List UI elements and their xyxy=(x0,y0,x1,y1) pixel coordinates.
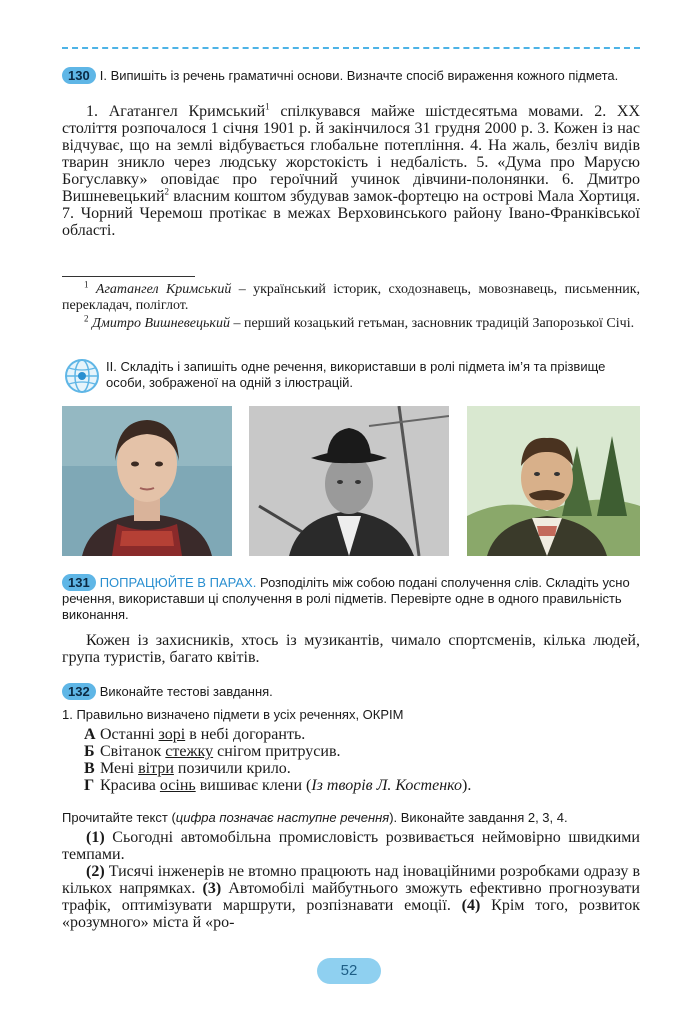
source-citation: Із творів Л. Костенко xyxy=(311,777,462,794)
footnote-2 xyxy=(62,313,640,332)
footnote-mark: 2 xyxy=(84,313,89,324)
sentence-part: власним коштом збудував замок-фортецю на острові Мала Хортиця. 7. Чорний Черемош протікає в межах Верховинського району Івано-Франківської області. xyxy=(62,188,640,239)
footnote-mark: 2 xyxy=(164,186,170,197)
option-letter: Г xyxy=(84,777,95,794)
underlined-subject: осінь xyxy=(159,777,196,794)
option-v xyxy=(84,760,640,777)
sentence-part: спілкувався майже шістдесятьма мовами. 2. XX століття розпочалося 1 січня 1901 р. й закінчилося 31 грудня 2000 р. 3. Кожен із нас відчуває, що на землі відбувається глобальне потепління. 4. На жаль, безліч видів тварин зникло через людську жорстокість і недбалість. 5. «Дума про Марусю Богуславку» оповідає про героїчний учинок дівчини-полонянки. 6. Дмитро Вишневецький xyxy=(62,103,641,205)
option-a xyxy=(84,726,640,743)
option-text: ). xyxy=(462,777,472,794)
sentence-number: (1) xyxy=(86,829,105,846)
task-text: Випишіть із речень граматичні основи. Визначте спосіб вираження кожного підмета. xyxy=(110,68,619,83)
footnote-text: – перший козацький гетьман, засновник традицій Запорозької Січі. xyxy=(229,316,635,331)
option-letter: В xyxy=(84,760,95,777)
page-number: 52 xyxy=(317,958,381,984)
task-roman: I. xyxy=(99,68,107,83)
task-text: Виконайте тестові завдання. xyxy=(99,684,273,699)
exercise-number-131: 131 xyxy=(62,574,96,591)
task-text: Розподіліть між собою подані сполучення слів. Складіть усно речення, використавши ці сполучення в ролі підметів. Перевірте одне в одного правильність виконання. xyxy=(62,575,630,622)
portrait-photo-2 xyxy=(249,406,449,556)
option-text: позичили крило. xyxy=(173,760,291,777)
sentence-text: Крім того, розвиток «розумного» міста й «ро- xyxy=(62,897,640,931)
option-text: Красива xyxy=(100,777,160,794)
task-2-text: II. Складіть і запишіть одне речення, використавши в ролі підмета ім’я та прізвище особи, зображеної на одній з ілюстрацій. xyxy=(106,359,606,390)
option-text: в небі догоранть. xyxy=(185,726,306,743)
sentence-number: (3) xyxy=(202,880,222,897)
footnote-name: Дмитро Вишневецький xyxy=(92,316,230,331)
exercise-130-task-2 xyxy=(106,359,640,391)
option-text: снігом притрусив. xyxy=(213,743,341,760)
option-b xyxy=(84,743,640,760)
footnote-1 xyxy=(62,279,640,314)
option-letter: Б xyxy=(84,743,95,760)
footnote-mark: 1 xyxy=(84,279,89,290)
exercise-130-text xyxy=(62,103,640,239)
exercise-132-task xyxy=(62,683,640,700)
exercise-number-130: 130 xyxy=(62,67,96,84)
option-text: Останні xyxy=(100,726,159,743)
question-text: 1. Правильно визначено підмети в усіх реченнях, ОКРІМ xyxy=(62,707,404,722)
option-text: вишиває клени ( xyxy=(195,777,312,794)
options-list xyxy=(84,726,640,794)
portrait-photo-3 xyxy=(467,406,640,556)
exercise-130-task xyxy=(62,67,640,84)
option-letter: А xyxy=(84,726,96,743)
instruction-text: ). Виконайте завдання 2, 3, 4. xyxy=(389,810,568,825)
read-instruction xyxy=(62,810,640,826)
sentence-number: (4) xyxy=(461,897,481,914)
instruction-text: Прочитайте текст ( xyxy=(62,810,176,825)
globe-icon xyxy=(64,358,100,394)
underlined-subject: вітри xyxy=(138,760,174,777)
sentence-text: Сьогодні автомобільна промисловість розвивається неймовірно швидкими темпами. xyxy=(62,829,640,863)
exercise-131-task xyxy=(62,574,640,623)
phrase-list: Кожен із захисників, хтось із музикантів, чимало спортсменів, кілька людей, група туристів, багато квітів. xyxy=(62,632,640,666)
underlined-subject: стежку xyxy=(165,743,214,760)
option-text: Світанок xyxy=(100,743,166,760)
sentence-text: Автомобілі майбутнього зможуть ефективно прогнозувати трафік, оптимізувати маршрути, розпізнавати емоції. xyxy=(62,880,640,914)
option-text: Мені xyxy=(100,760,139,777)
sentence-part: 1. Агатангел Кримський xyxy=(86,103,266,120)
portrait-photo-1 xyxy=(62,406,232,556)
pair-work-label: ПОПРАЦЮЙТЕ В ПАРАХ. xyxy=(99,575,257,590)
reading-paragraph-2 xyxy=(62,863,640,931)
exercise-131-text xyxy=(62,632,640,666)
option-g xyxy=(84,777,640,794)
underlined-subject: зорі xyxy=(158,726,186,743)
sentence-text: Тисячі інженерів не втомно працюють над іноваційними розробками одразу в кількох напрямках. xyxy=(62,863,640,897)
instruction-italic: цифра позначає наступне речення xyxy=(175,810,390,825)
footnote-name: Агатангел Кримський xyxy=(95,282,232,297)
footnote-mark: 1 xyxy=(265,101,270,112)
question-1 xyxy=(62,707,640,723)
footnote-divider xyxy=(62,276,195,277)
reading-paragraph-1 xyxy=(62,829,640,863)
footnote-text: – український історик, сходознавець, мовознавець, письменник, перекладач, поліглот. xyxy=(62,282,640,313)
top-dashed-rule xyxy=(62,47,640,49)
exercise-number-132: 132 xyxy=(62,683,96,700)
sentence-number: (2) xyxy=(86,863,105,880)
